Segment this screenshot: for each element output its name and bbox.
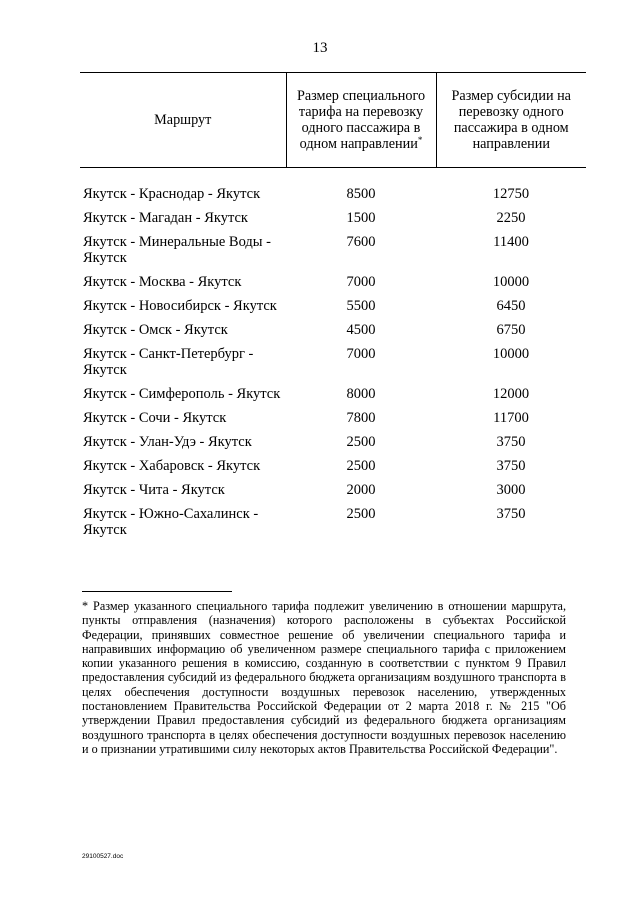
table-row <box>80 322 586 346</box>
route-cell: Якутск - Краснодар - Якутск <box>83 186 261 202</box>
footnote-divider <box>82 591 232 592</box>
route-cell: Якутск - Минеральные Воды - Якутск <box>83 234 271 266</box>
subsidy-cell: 12000 <box>492 386 530 402</box>
table-row <box>80 410 586 434</box>
tariff-cell: 8500 <box>346 186 376 202</box>
subsidy-cell: 3750 <box>496 458 526 474</box>
table-row <box>80 434 586 458</box>
route-cell: Якутск - Улан-Удэ - Якутск <box>83 434 252 450</box>
tariff-cell: 7000 <box>346 274 376 290</box>
header-subsidy: Размер субсидии на перевозку одного пассажира в одном направлении <box>436 73 586 168</box>
route-cell: Якутск - Новосибирск - Якутск <box>83 298 277 314</box>
subsidy-cell: 10000 <box>492 346 530 362</box>
table-row <box>80 458 586 482</box>
route-cell: Якутск - Санкт-Петербург - Якутск <box>83 346 254 378</box>
header-tariff <box>286 73 436 168</box>
tariff-cell: 8000 <box>346 386 376 402</box>
subsidy-cell: 3750 <box>496 506 526 522</box>
route-cell: Якутск - Чита - Якутск <box>83 482 225 498</box>
tariff-table <box>80 72 586 546</box>
subsidy-cell: 6450 <box>496 298 526 314</box>
route-cell: Якутск - Симферополь - Якутск <box>83 386 281 402</box>
subsidy-cell: 3750 <box>496 434 526 450</box>
table-row <box>80 234 586 274</box>
table-row <box>80 210 586 234</box>
header-route: Маршрут <box>80 73 286 168</box>
document-id: 29100527.doc <box>82 853 124 860</box>
table-header-row <box>80 73 586 168</box>
subsidy-cell: 3000 <box>496 482 526 498</box>
subsidy-cell: 2250 <box>496 210 526 226</box>
subsidy-cell: 11400 <box>493 234 529 250</box>
tariff-cell: 5500 <box>346 298 376 314</box>
table-row <box>80 506 586 546</box>
table-row <box>80 346 586 386</box>
tariff-cell: 2500 <box>346 458 376 474</box>
subsidy-cell: 12750 <box>492 186 530 202</box>
route-cell: Якутск - Москва - Якутск <box>83 274 242 290</box>
table-row <box>80 168 586 211</box>
route-cell: Якутск - Омск - Якутск <box>83 322 228 338</box>
subsidy-cell: 10000 <box>492 274 530 290</box>
tariff-cell: 7000 <box>346 346 376 362</box>
tariff-cell: 1500 <box>346 210 376 226</box>
tariff-cell: 2000 <box>346 482 376 498</box>
footnote-text: * Размер указанного специального тарифа подлежит увеличению в отношении маршрута, пункты отправления (назначения) которого расположены в субъектах Российской Федерации, принявших совместное решение об увеличении специального тарифа и направивших информацию об увеличенном размере специального тарифа с приложением копии указанного решения в комиссию, созданную в соответствии с пунктом 9 Правил предоставления субсидий из федерального бюджета организациям воздушного транспорта в целях обеспечения доступности воздушных перевозок населению, утвержденных постановлением Правительства Российской Федерации от 2 марта 2018 г. № 215 "Об утверждении Правил предоставления субсидий из федерального бюджета организациям воздушного транспорта в целях обеспечения доступности воздушных перевозок населению и о признании утратившими силу некоторых актов Правительства Российской Федерации". <box>82 599 566 756</box>
tariff-cell: 2500 <box>346 434 376 450</box>
table-row <box>80 482 586 506</box>
table-row <box>80 274 586 298</box>
tariff-cell: 7600 <box>346 234 376 250</box>
table-row <box>80 386 586 410</box>
tariff-cell: 4500 <box>346 322 376 338</box>
table-row <box>80 298 586 322</box>
route-cell: Якутск - Хабаровск - Якутск <box>83 458 261 474</box>
route-cell: Якутск - Южно-Сахалинск - Якутск <box>83 506 259 538</box>
route-cell: Якутск - Сочи - Якутск <box>83 410 227 426</box>
page-number: 13 <box>312 40 328 56</box>
header-tariff-label: Размер специального тарифа на перевозку одного пассажира в одном направлении <box>296 88 426 152</box>
subsidy-cell: 6750 <box>496 322 526 338</box>
subsidy-cell: 11700 <box>493 410 529 426</box>
footnote-marker: * <box>417 135 423 145</box>
route-cell: Якутск - Магадан - Якутск <box>83 210 248 226</box>
tariff-cell: 7800 <box>346 410 376 426</box>
tariff-cell: 2500 <box>346 506 376 522</box>
